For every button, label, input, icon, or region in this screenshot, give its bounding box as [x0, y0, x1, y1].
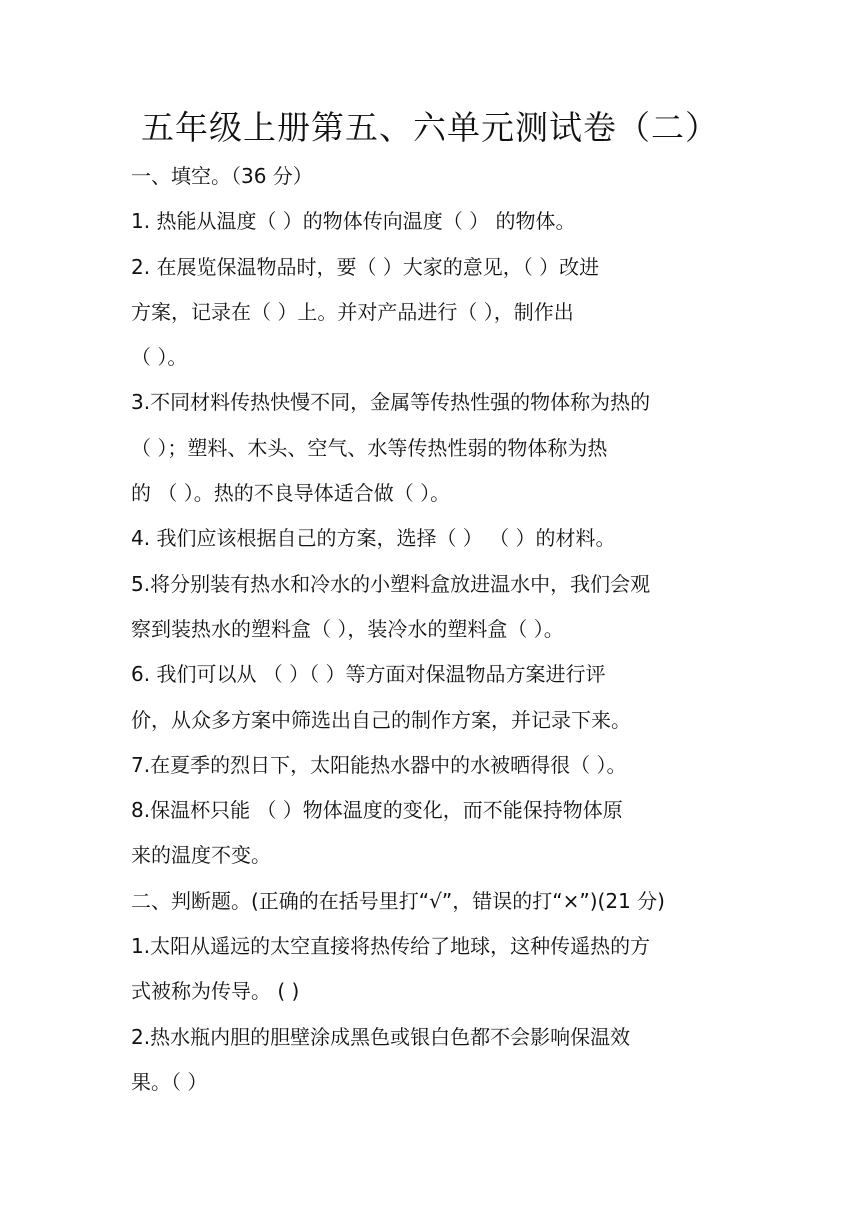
question-line: 5.将分别装有热水和冷水的小塑料盒放进温水中，我们会观 [131, 571, 651, 596]
question-line: 4. 我们应该根据自己的方案，选择（ ） （ ）的材料。 [131, 526, 616, 551]
question-line: 3.不同材料传热快慢不同，金属等传热性强的物体称为热的 [131, 390, 651, 415]
question-line: 式被称为传导。 ( ) [131, 979, 300, 1004]
question-line: 1. 热能从温度（ ）的物体传向温度（ ） 的物体。 [131, 209, 576, 234]
question-line: （ ）；塑料、木头、空气、水等传热性弱的物体称为热 [131, 435, 608, 460]
question-line: 方案，记录在（ ）上。并对产品进行（ ），制作出 [131, 299, 574, 324]
question-line: 果。（ ） [131, 1069, 208, 1094]
question-line: 2. 在展览保温物品时，要（ ）大家的意见，（ ）改进 [131, 254, 600, 279]
question-line: 7.在夏季的烈日下，太阳能热水器中的水被晒得很（ ）。 [131, 752, 627, 777]
section-heading-fill-blank: 一、填空。（36 分） [131, 164, 313, 188]
question-body [131, 154, 741, 1105]
question-line: 来的温度不变。 [131, 843, 271, 868]
document-title: 五年级上册第五、六单元测试卷（二） [141, 108, 719, 147]
section-heading-true-false: 二、判断题。(正确的在括号里打“√”，错误的打“×”)(21 分) [131, 888, 665, 913]
question-line: 价，从众多方案中筛选出自己的制作方案，并记录下来。 [131, 707, 631, 732]
question-line: 的 （ ）。热的不良导体适合做（ ）。 [131, 481, 451, 506]
question-line: 6. 我们可以从 （ ）（ ）等方面对保温物品方案进行评 [131, 662, 606, 687]
question-line: （ ）。 [131, 345, 188, 370]
question-line: 察到装热水的塑料盒（ ），装冷水的塑料盒（ ）。 [131, 616, 564, 641]
question-line: 8.保温杯只能 （ ）物体温度的变化，而不能保持物体原 [131, 798, 623, 823]
question-line: 1.太阳从遥远的太空直接将热传给了地球，这种传遥热的方 [131, 934, 651, 959]
question-line: 2.热水瓶内胆的胆壁涂成黑色或银白色都不会影响保温效 [131, 1024, 631, 1049]
